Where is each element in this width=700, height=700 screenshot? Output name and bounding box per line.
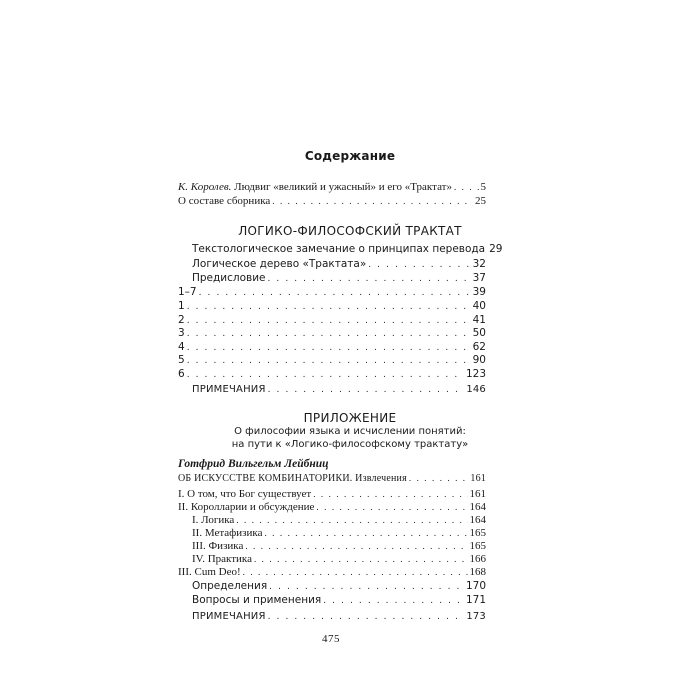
dot-leader — [268, 384, 465, 397]
toc-entry-label: 4 — [178, 341, 185, 353]
toc-entry-author: К. Королев. — [178, 181, 232, 193]
toc-entry-page: 37 — [472, 272, 486, 284]
toc-entry-page: 166 — [469, 553, 486, 565]
toc-entry-label: ПРИМЕЧАНИЯ — [192, 611, 266, 622]
toc-entry[interactable] — [178, 566, 486, 579]
toc-entry-page: 123 — [465, 368, 486, 380]
toc-entry-page: 171 — [465, 594, 486, 606]
toc-entry-page: 165 — [469, 540, 486, 552]
contents-heading: Содержание — [304, 149, 396, 163]
toc-entry[interactable] — [178, 501, 486, 514]
toc-entry-page: 164 — [469, 514, 486, 526]
toc-entry[interactable] — [178, 354, 486, 367]
toc-entry-page: 40 — [472, 300, 486, 312]
toc-entry-label: IV. Практика — [192, 553, 252, 565]
toc-entry-label — [178, 181, 452, 194]
toc-entry-label: ОБ ИСКУССТВЕ КОМБИНАТОРИКИ. Извлечения — [178, 473, 407, 484]
toc-entry-page: 32 — [472, 258, 486, 270]
toc-entry[interactable] — [192, 540, 486, 553]
toc-entry-label: 3 — [178, 327, 185, 339]
toc-entry-label: I. Логика — [192, 514, 235, 526]
appendix-section-title: ПРИЛОЖЕНИЕ — [303, 411, 397, 425]
toc-entry-label: III. Cum Deo! — [178, 566, 241, 578]
toc-entry-page: 173 — [466, 611, 486, 622]
dot-leader — [316, 501, 467, 514]
toc-entry-page: 168 — [469, 566, 486, 578]
toc-entry-label: Предисловие — [192, 272, 266, 284]
dot-leader — [368, 259, 470, 272]
toc-entry-page: 170 — [465, 580, 486, 592]
dot-leader — [199, 287, 471, 300]
dot-leader — [254, 553, 468, 566]
toc-entry[interactable] — [192, 243, 503, 256]
toc-entry-label: Логическое дерево «Трактата» — [192, 258, 367, 270]
toc-entry-page: 39 — [472, 286, 486, 298]
dot-leader — [409, 472, 469, 485]
toc-entry-notes[interactable] — [192, 383, 486, 396]
dot-leader — [313, 488, 467, 501]
toc-entry-page: 90 — [472, 354, 486, 366]
page-number: 475 — [322, 633, 340, 645]
toc-entry[interactable] — [178, 488, 486, 501]
dot-leader — [268, 273, 471, 286]
toc-entry-label: Текстологическое замечание о принципах перевода — [192, 243, 486, 255]
toc-entry-page: 146 — [466, 384, 486, 395]
toc-entry[interactable] — [192, 514, 486, 527]
toc-entry-page: 161 — [469, 488, 486, 500]
toc-entry[interactable] — [178, 314, 486, 327]
appendix-author: Готфрид Вильгельм Лейбниц — [178, 458, 329, 470]
dot-leader — [243, 566, 468, 579]
toc-entry-intro[interactable] — [178, 181, 486, 194]
toc-entry-page: 25 — [475, 195, 486, 207]
toc-entry-label: Определения — [192, 580, 268, 592]
toc-entry[interactable] — [178, 300, 486, 313]
toc-entry-label: II. Королларии и обсуждение — [178, 501, 315, 513]
dot-leader — [454, 181, 479, 194]
toc-entry-page: 50 — [472, 327, 486, 339]
appendix-subtitle-line: О философии языка и исчислении понятий: — [234, 426, 466, 437]
dot-leader — [187, 355, 471, 368]
toc-entry-page: 165 — [469, 527, 486, 539]
toc-entry-page: 5 — [480, 181, 486, 193]
toc-entry[interactable] — [178, 472, 486, 485]
toc-entry[interactable] — [178, 286, 486, 299]
toc-entry-page: 29 — [489, 243, 503, 255]
dot-leader — [187, 369, 464, 382]
toc-entry[interactable] — [192, 594, 486, 607]
dot-leader — [323, 595, 464, 608]
toc-entry[interactable] — [178, 341, 486, 354]
toc-entry-label: 6 — [178, 368, 185, 380]
dot-leader — [268, 611, 465, 624]
toc-entry-label: I. О том, что Бог существует — [178, 488, 312, 500]
tractatus-section-title: ЛОГИКО-ФИЛОСОФСКИЙ ТРАКТАТ — [238, 224, 462, 238]
toc-entry-page: 41 — [472, 314, 486, 326]
toc-entry[interactable] — [192, 272, 486, 285]
toc-entry-label: III. Физика — [192, 540, 244, 552]
toc-entry-label: 5 — [178, 354, 185, 366]
toc-entry-page: 164 — [469, 501, 486, 513]
toc-entry[interactable] — [192, 258, 486, 271]
toc-entry-page: 62 — [472, 341, 486, 353]
toc-entry[interactable] — [192, 527, 486, 540]
toc-entry-notes[interactable] — [192, 610, 486, 623]
appendix-subtitle-line: на пути к «Логико-философскому трактату» — [231, 439, 469, 450]
toc-entry-label: ПРИМЕЧАНИЯ — [192, 384, 266, 395]
toc-entry-title: Людвиг «великий и ужасный» и его «Трактат» — [231, 181, 452, 193]
toc-entry-label: 2 — [178, 314, 185, 326]
dot-leader — [269, 581, 464, 594]
dot-leader — [272, 195, 473, 208]
toc-entry-label: 1 — [178, 300, 185, 312]
dot-leader — [187, 328, 471, 341]
toc-entry[interactable] — [178, 327, 486, 340]
toc-entry-composition[interactable] — [178, 195, 486, 208]
dot-leader — [236, 514, 467, 527]
dot-leader — [264, 527, 467, 540]
dot-leader — [187, 301, 471, 314]
toc-entry[interactable] — [178, 368, 486, 381]
toc-entry[interactable] — [192, 580, 486, 593]
toc-entry-label: 1–7 — [178, 286, 197, 298]
toc-entry[interactable] — [192, 553, 486, 566]
dot-leader — [245, 540, 467, 553]
toc-entry-page: 161 — [470, 473, 486, 484]
toc-entry-label: II. Метафизика — [192, 527, 263, 539]
toc-entry-label: О составе сборника — [178, 195, 271, 207]
toc-entry-label: Вопросы и применения — [192, 594, 322, 606]
